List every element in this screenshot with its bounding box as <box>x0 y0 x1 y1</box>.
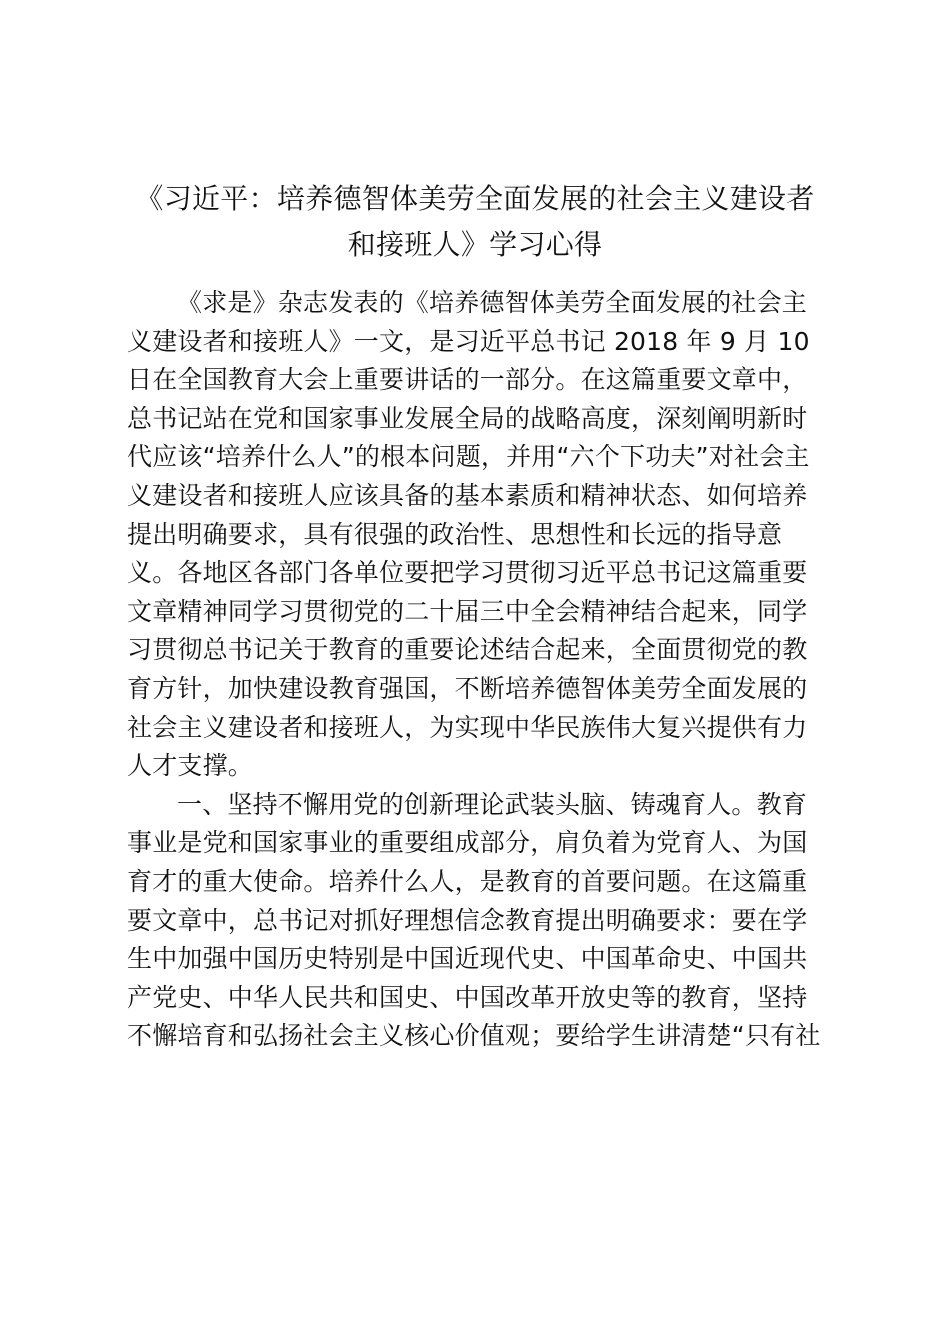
paragraph-line: 习贯彻总书记关于教育的重要论述结合起来，全面贯彻党的教 <box>127 635 808 665</box>
title-line: 《习近平：培养德智体美劳全面发展的社会主义建设者 <box>135 182 815 215</box>
paragraph-line: 义。各地区各部门各单位要把学习贯彻习近平总书记这篇重要 <box>127 558 808 588</box>
paragraph-line: 义建设者和接班人》一文，是习近平总书记 2018 年 9 月 10 <box>127 326 810 356</box>
paragraph-section-one <box>127 786 827 1056</box>
paragraph-line: 育方针，加快建设教育强国，不断培养德智体美劳全面发展的 <box>127 673 808 703</box>
paragraph-line: 人才支撑。 <box>127 751 254 781</box>
paragraph-line: 文章精神同学习贯彻党的二十届三中全会精神结合起来，同学 <box>127 596 808 626</box>
paragraph-line: 代应该“培养什么人”的根本问题，并用“六个下功夫”对社会主 <box>127 442 810 472</box>
paragraph-line: 提出明确要求，具有很强的政治性、思想性和长远的指导意 <box>127 519 783 549</box>
paragraph-line: 日在全国教育大会上重要讲话的一部分。在这篇重要文章中， <box>127 365 808 395</box>
paragraph-line: 总书记站在党和国家事业发展全局的战略高度，深刻阐明新时 <box>127 403 808 433</box>
paragraph-line: 产党史、中华人民共和国史、中国改革开放史等的教育，坚持 <box>127 982 808 1012</box>
paragraph-line: 社会主义建设者和接班人，为实现中华民族伟大复兴提供有力 <box>127 712 808 742</box>
paragraph-line: 《求是》杂志发表的《培养德智体美劳全面发展的社会主 <box>177 288 808 317</box>
paragraph-line: 要文章中，总书记对抓好理想信念教育提出明确要求：要在学 <box>127 905 808 935</box>
document-body <box>127 284 827 1056</box>
paragraph-line: 不懈培育和弘扬社会主义核心价值观；要给学生讲清楚“只有社 <box>127 1021 821 1051</box>
paragraph-intro <box>127 284 827 786</box>
paragraph-line: 一、坚持不懈用党的创新理论武装头脑、铸魂育人。教育 <box>177 789 808 819</box>
paragraph-line: 育才的重大使命。培养什么人，是教育的首要问题。在这篇重 <box>127 866 808 896</box>
document-title <box>0 176 950 268</box>
paragraph-line: 义建设者和接班人应该具备的基本素质和精神状态、如何培养 <box>127 480 808 510</box>
title-line: 和接班人》学习心得 <box>347 228 603 261</box>
paragraph-line: 事业是党和国家事业的重要组成部分，肩负着为党育人、为国 <box>127 828 808 858</box>
paragraph-line: 生中加强中国历史特别是中国近现代史、中国革命史、中国共 <box>127 944 808 974</box>
